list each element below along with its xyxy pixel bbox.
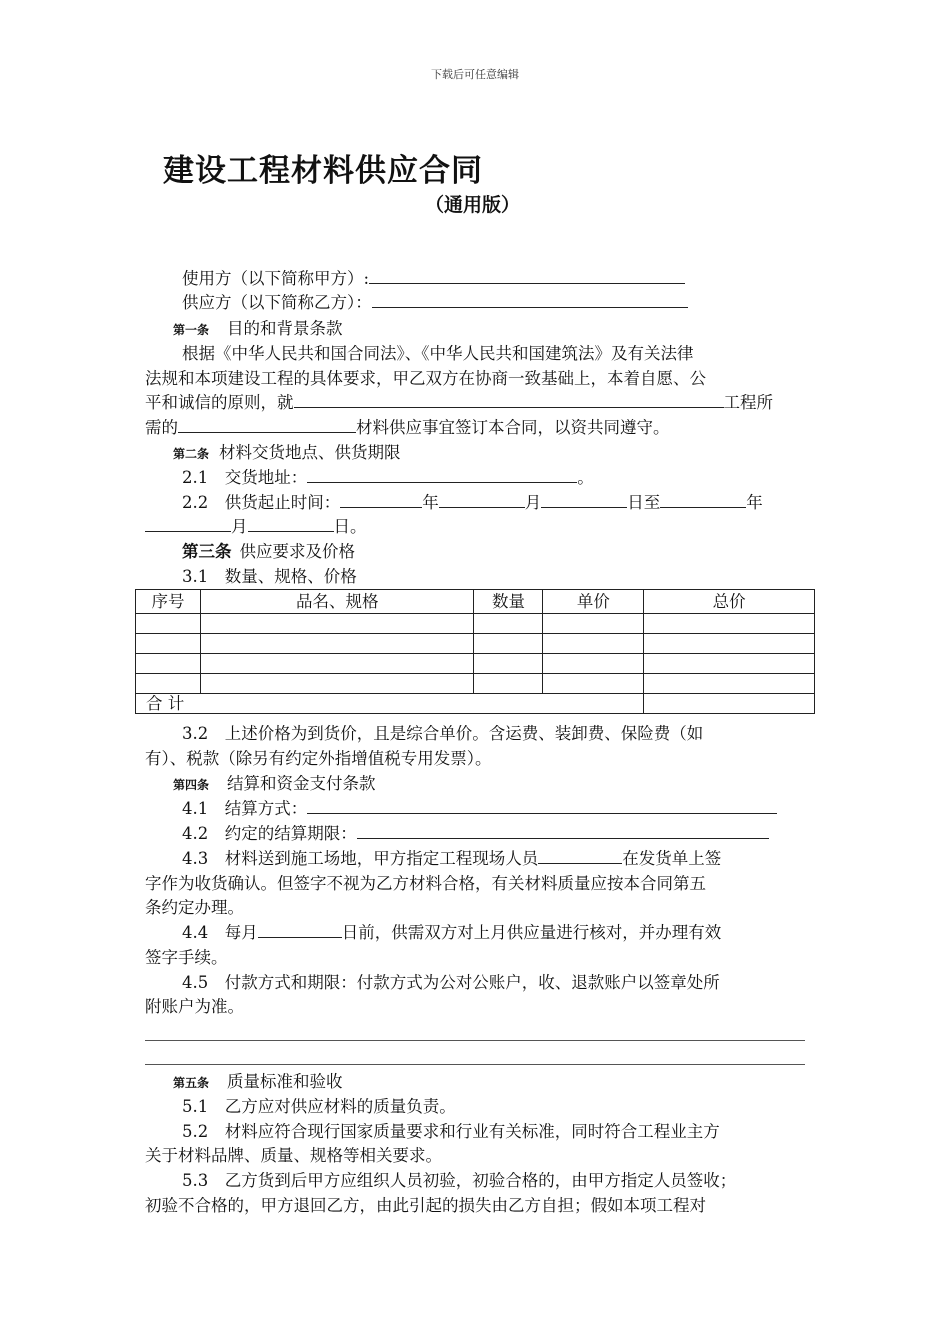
table-cell[interactable] bbox=[543, 654, 644, 674]
article1-line3a: 平和诚信的原则，就 bbox=[145, 393, 294, 412]
end-year-blank[interactable] bbox=[660, 492, 746, 508]
article4-number: 第四条 bbox=[173, 778, 210, 792]
article1-line3 bbox=[145, 392, 773, 414]
start-month-blank[interactable] bbox=[439, 492, 525, 508]
table-cell[interactable] bbox=[200, 634, 474, 654]
header-note: 下载后可任意编辑 bbox=[431, 68, 519, 81]
start-month-unit: 月 bbox=[524, 493, 542, 512]
section-5-3-line1: 5.3 乙方货到后甲方应组织人员初验，初验合格的，由甲方指定人员签收； bbox=[182, 1171, 737, 1190]
end-day-unit: 日。 bbox=[333, 517, 367, 536]
table-cell[interactable] bbox=[474, 674, 543, 694]
section-3-1: 3.1 数量、规格、价格 bbox=[182, 567, 357, 586]
blank-rule-2[interactable] bbox=[145, 1064, 805, 1065]
article2-heading bbox=[173, 442, 401, 465]
table-cell[interactable] bbox=[136, 634, 201, 654]
article1-line4a: 需的 bbox=[145, 418, 178, 437]
col-header-unit-price: 单价 bbox=[543, 590, 644, 614]
end-year-unit: 年 bbox=[746, 493, 763, 512]
section-2-1 bbox=[182, 467, 594, 489]
section-4-3-line1 bbox=[182, 848, 721, 870]
article1-line4b: 材料供应事宜签订本合同，以资共同遵守。 bbox=[356, 418, 670, 437]
party-b-label: 供应方（以下简称乙方）： bbox=[182, 293, 372, 312]
contract-subtitle: （通用版） bbox=[425, 194, 521, 216]
section-5-1: 5.1 乙方应对供应材料的质量负责。 bbox=[182, 1097, 456, 1116]
party-b-line bbox=[182, 292, 688, 314]
table-row bbox=[136, 614, 815, 634]
table-row bbox=[136, 654, 815, 674]
article5-heading bbox=[173, 1071, 343, 1094]
project-name-blank[interactable] bbox=[294, 392, 724, 408]
section-4-3-line3: 条约定办理。 bbox=[145, 898, 244, 917]
section-2-2-cont bbox=[145, 516, 367, 538]
section-4-3-line2: 字作为收货确认。但签字不视为乙方材料合格，有关材料质量应按本合同第五 bbox=[145, 874, 706, 893]
table-cell[interactable] bbox=[644, 614, 815, 634]
s41-label: 4.1 结算方式： bbox=[182, 799, 308, 818]
section-5-2-line1: 5.2 材料应符合现行国家质量要求和行业有关标准，同时符合工程业主方 bbox=[182, 1122, 720, 1141]
table-cell[interactable] bbox=[644, 654, 815, 674]
s43-a: 4.3 材料送到施工场地，甲方指定工程现场人员 bbox=[182, 849, 539, 868]
blank-rule-1[interactable] bbox=[145, 1040, 805, 1041]
article4-title: 结算和资金支付条款 bbox=[227, 774, 376, 793]
site-person-blank[interactable] bbox=[538, 848, 622, 864]
table-total-row bbox=[136, 694, 815, 714]
section-4-4-line1 bbox=[182, 922, 721, 944]
article5-title: 质量标准和验收 bbox=[227, 1072, 343, 1091]
party-a-blank[interactable] bbox=[369, 268, 685, 284]
start-year-unit: 年 bbox=[422, 493, 439, 512]
section-4-2 bbox=[182, 823, 769, 845]
s42-label: 4.2 约定的结算期限： bbox=[182, 824, 357, 843]
table-cell[interactable] bbox=[543, 634, 644, 654]
s21-label: 2.1 交货地址： bbox=[182, 468, 308, 487]
section-4-5-line1: 4.5 付款方式和期限：付款方式为公对公账户，收、退款账户以签章处所 bbox=[182, 973, 720, 992]
section-4-4-line2: 签字手续。 bbox=[145, 948, 228, 967]
article5-number: 第五条 bbox=[173, 1076, 210, 1090]
settlement-period-blank[interactable] bbox=[357, 823, 769, 839]
s44-a: 4.4 每月 bbox=[182, 923, 258, 942]
delivery-address-blank[interactable] bbox=[307, 467, 577, 483]
table-cell[interactable] bbox=[200, 654, 474, 674]
article1-heading bbox=[173, 318, 343, 341]
s44-b: 日前，供需双方对上月供应量进行核对，并办理有效 bbox=[341, 923, 722, 942]
start-day-unit: 日至 bbox=[627, 493, 661, 512]
table-cell[interactable] bbox=[543, 674, 644, 694]
col-header-quantity: 数量 bbox=[474, 590, 543, 614]
col-header-name-spec: 品名、规格 bbox=[200, 590, 474, 614]
section-4-1 bbox=[182, 798, 777, 820]
table-cell[interactable] bbox=[136, 654, 201, 674]
total-value-cell[interactable] bbox=[644, 694, 815, 714]
table-cell[interactable] bbox=[543, 614, 644, 634]
start-year-blank[interactable] bbox=[340, 492, 422, 508]
s22-label: 2.2 供货起止时间： bbox=[182, 493, 341, 512]
party-a-label: 使用方（以下简称甲方）: bbox=[182, 269, 370, 288]
article1-line4 bbox=[145, 417, 670, 439]
article1-line2: 法规和本项建设工程的具体要求，甲乙双方在协商一致基础上，本着自愿、公 bbox=[145, 369, 706, 388]
section-3-2-line2: 有）、税款（除另有约定外指增值税专用发票）。 bbox=[145, 749, 492, 768]
party-a-line bbox=[182, 268, 685, 290]
article3-title: 供应要求及价格 bbox=[239, 542, 355, 561]
s43-b: 在发货单上签 bbox=[622, 849, 722, 868]
settlement-method-blank[interactable] bbox=[307, 798, 777, 814]
table-cell[interactable] bbox=[474, 614, 543, 634]
article2-number: 第二条 bbox=[173, 447, 210, 461]
article3-heading bbox=[182, 541, 355, 563]
total-label: 合 计 bbox=[136, 694, 644, 714]
article4-heading bbox=[173, 773, 376, 796]
end-month-unit: 月 bbox=[231, 517, 248, 536]
table-cell[interactable] bbox=[474, 654, 543, 674]
table-row bbox=[136, 634, 815, 654]
article1-line1: 根据《中华人民共和国合同法》、《中华人民共和国建筑法》及有关法律 bbox=[182, 344, 694, 363]
s21-end: 。 bbox=[577, 468, 594, 487]
end-month-blank[interactable] bbox=[145, 516, 231, 532]
table-cell[interactable] bbox=[200, 614, 474, 634]
section-3-2-line1: 3.2 上述价格为到货价，且是综合单价。含运费、装卸费、保险费（如 bbox=[182, 724, 704, 743]
article1-title: 目的和背景条款 bbox=[227, 319, 343, 338]
end-day-blank[interactable] bbox=[248, 516, 334, 532]
material-name-blank[interactable] bbox=[178, 417, 356, 433]
contract-title: 建设工程材料供应合同 bbox=[163, 153, 483, 189]
section-2-2 bbox=[182, 492, 763, 514]
table-cell[interactable] bbox=[644, 634, 815, 654]
table-header-row bbox=[136, 590, 815, 614]
article3-number: 第三条 bbox=[182, 542, 232, 561]
table-cell[interactable] bbox=[474, 634, 543, 654]
col-header-index: 序号 bbox=[136, 590, 201, 614]
article1-number: 第一条 bbox=[173, 323, 210, 337]
article1-line3b: 工程所 bbox=[723, 393, 773, 412]
table-cell[interactable] bbox=[200, 674, 474, 694]
section-4-5-line2: 附账户为准。 bbox=[145, 997, 244, 1016]
monthly-day-blank[interactable] bbox=[258, 922, 342, 938]
price-table bbox=[135, 589, 815, 714]
table-cell[interactable] bbox=[136, 674, 201, 694]
party-b-blank[interactable] bbox=[372, 292, 688, 308]
section-5-2-line2: 关于材料品牌、质量、规格等相关要求。 bbox=[145, 1146, 442, 1165]
section-5-3-line2: 初验不合格的，甲方退回乙方，由此引起的损失由乙方自担；假如本项工程对 bbox=[145, 1196, 706, 1215]
article2-title: 材料交货地点、供货期限 bbox=[219, 443, 401, 462]
table-cell[interactable] bbox=[136, 614, 201, 634]
start-day-blank[interactable] bbox=[541, 492, 627, 508]
table-cell[interactable] bbox=[644, 674, 815, 694]
table-row bbox=[136, 674, 815, 694]
col-header-total-price: 总价 bbox=[644, 590, 815, 614]
